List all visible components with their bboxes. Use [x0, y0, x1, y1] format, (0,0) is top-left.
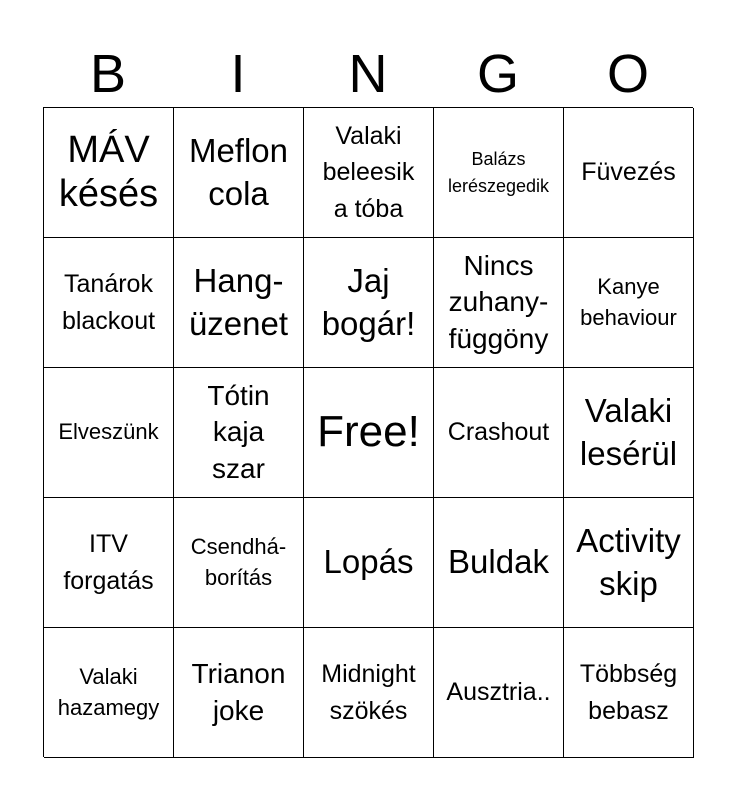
cell-text: Csendhá- borítás: [190, 533, 287, 590]
bingo-cell[interactable]: [564, 498, 694, 628]
header-letter-g: G: [476, 44, 519, 104]
bingo-cell[interactable]: [434, 238, 564, 368]
header-letter-i: I: [230, 44, 246, 104]
bingo-cell[interactable]: [304, 238, 434, 368]
bingo-cell[interactable]: [174, 108, 304, 238]
bingo-cell[interactable]: [174, 238, 304, 368]
bingo-cell[interactable]: [44, 628, 174, 758]
cell-text: Valaki hazamegy: [57, 663, 160, 720]
cell-text: Trianon joke: [191, 658, 286, 726]
cell-text: ITV forgatás: [63, 530, 154, 595]
cell-text: Tanárok blackout: [61, 270, 156, 335]
bingo-cell[interactable]: [434, 628, 564, 758]
bingo-cell[interactable]: [564, 368, 694, 498]
bingo-cell[interactable]: [304, 108, 434, 238]
bingo-cell[interactable]: [44, 238, 174, 368]
cell-text: Kanye behaviour: [580, 273, 677, 330]
bingo-cell[interactable]: [44, 368, 174, 498]
cell-text: Jaj bogár!: [321, 261, 416, 342]
bingo-header: [43, 40, 693, 108]
bingo-cell[interactable]: [434, 368, 564, 498]
bingo-cell[interactable]: [304, 628, 434, 758]
cell-text: Buldak: [448, 543, 549, 581]
bingo-cell[interactable]: [434, 108, 564, 238]
cell-text: Midnight szökés: [321, 660, 416, 725]
cell-text: Valaki beleesik a tóba: [322, 122, 415, 223]
bingo-cell[interactable]: [174, 498, 304, 628]
cell-text: Crashout: [447, 418, 550, 447]
bingo-cell[interactable]: [304, 498, 434, 628]
header-letter-o: O: [606, 44, 649, 104]
cell-text: Hang- üzenet: [188, 261, 289, 342]
cell-text: Balázs lerészegedik: [447, 149, 550, 196]
bingo-card: [43, 107, 693, 757]
cell-text: Nincs zuhany- függöny: [448, 249, 549, 354]
cell-text: Többség bebasz: [579, 660, 678, 725]
bingo-cell[interactable]: [564, 238, 694, 368]
bingo-cell[interactable]: [564, 108, 694, 238]
cell-text: Füvezés: [581, 158, 676, 187]
bingo-cell[interactable]: [44, 108, 174, 238]
cell-text: MÁV késés: [58, 128, 159, 215]
free-space[interactable]: [304, 368, 434, 498]
bingo-cell[interactable]: [434, 498, 564, 628]
cell-text: Valaki lesérül: [579, 391, 678, 472]
header-letter-n: N: [348, 44, 388, 104]
cell-text: Tótin kaja szar: [207, 379, 270, 484]
cell-text: Lopás: [323, 543, 414, 581]
header-letter-b: B: [89, 44, 127, 104]
cell-text: Meflon cola: [188, 131, 289, 212]
free-space-text: Free!: [317, 407, 420, 457]
cell-text: Ausztria..: [446, 678, 551, 707]
cell-text: Elveszünk: [58, 419, 159, 445]
cell-text: Activity skip: [576, 521, 681, 602]
bingo-cell[interactable]: [44, 498, 174, 628]
bingo-cell[interactable]: [564, 628, 694, 758]
bingo-cell[interactable]: [174, 628, 304, 758]
bingo-cell[interactable]: [174, 368, 304, 498]
